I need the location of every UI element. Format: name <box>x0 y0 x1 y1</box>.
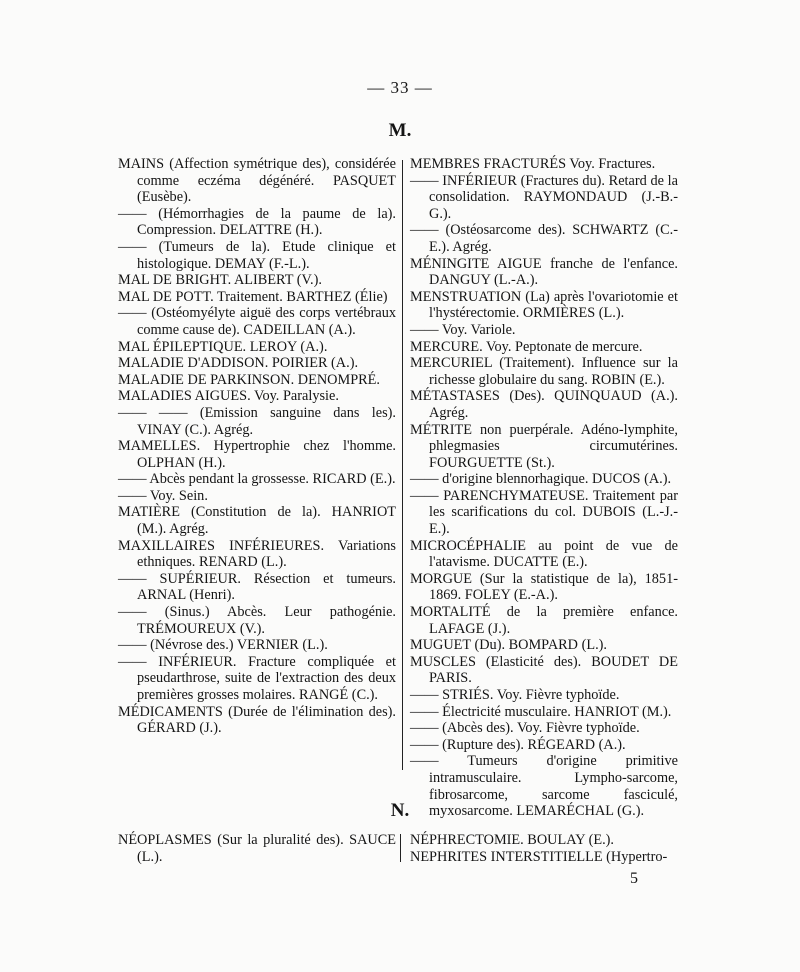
index-entry: MALADIE D'ADDISON. POIRIER (A.). <box>118 355 359 372</box>
index-entry: —— PARENCHYMATEUSE. Traitement par les scarifications du col. DUBOIS (L.-J.-E.). <box>410 487 678 538</box>
index-entry: MAL ÉPILEPTIQUE. LEROY (A.). <box>118 338 328 355</box>
index-entry: MENSTRUATION (La) après l'ovariotomie et l'hystérectomie. ORMIÈRES (L.). <box>410 288 678 322</box>
index-entry: MALADIES AIGUES. Voy. Paralysie. <box>118 388 339 405</box>
index-entry: —— SUPÉRIEUR. Résection et tumeurs. ARNAL (Henri). <box>118 570 396 604</box>
index-entry: MICROCÉPHALIE au point de vue de l'atavisme. DUCATTE (E.). <box>410 537 678 571</box>
index-entry: —— (Sinus.) Abcès. Leur pathogénie. TRÉMOUREUX (V.). <box>118 604 396 637</box>
index-entry: —— (Ostéosarcome des). SCHWARTZ (C.-E.). Agrég. <box>410 222 678 255</box>
index-entry: MÉTRITE non puerpérale. Adéno-lymphite, phlegmasies circumutérines. FOURGUETTE (St.). <box>410 421 678 471</box>
index-entry: —— —— (Emission sanguine dans les). VINAY (C.). Agrég. <box>118 404 396 438</box>
index-entry: —— Électricité musculaire. HANRIOT (M.). <box>410 703 672 720</box>
index-entry: —— INFÉRIEUR. Fracture compliquée et pseudarthrose, suite de l'extraction des deux premières grosses molaires. RANGÉ (C.). <box>118 653 396 703</box>
index-entry: MAXILLAIRES INFÉRIEURES. Variations ethniques. RENARD (L.). <box>118 537 396 571</box>
section-heading-n: N. <box>390 800 410 821</box>
m-left-column <box>118 156 396 737</box>
index-entry: —— (Hémorrhagies de la paume de la). Compression. DELATTRE (H.). <box>118 205 396 239</box>
index-entry: NÉPHRECTOMIE. BOULAY (E.). <box>410 832 614 848</box>
n-right-column <box>410 832 678 865</box>
index-entry: MÉNINGITE AIGUE franche de l'enfance. DANGUY (L.-A.). <box>410 255 678 289</box>
signature-mark: 5 <box>630 870 638 887</box>
index-entry: —— Voy. Sein. <box>118 487 208 504</box>
index-entry: —— (Rupture des). RÉGEARD (A.). <box>410 736 626 753</box>
index-entry: MAMELLES. Hypertrophie chez l'homme. OLPHAN (H.). <box>118 438 396 471</box>
index-entry: —— INFÉRIEUR (Fractures du). Retard de la consolidation. RAYMONDAUD (J.-B.-G.). <box>410 172 678 222</box>
index-entry: —— (Ostéomyélyte aiguë des corps vertébraux comme cause de). CADEILLAN (A.). <box>118 305 396 338</box>
index-entry: MAL DE POTT. Traitement. BARTHEZ (Élie) <box>118 288 388 305</box>
index-entry: MERCURIEL (Traitement). Influence sur la richesse globulaire du sang. ROBIN (E.). <box>410 355 678 388</box>
index-entry: MORGUE (Sur la statistique de la), 1851-1869. FOLEY (E.-A.). <box>410 570 678 604</box>
m-right-column <box>410 156 678 820</box>
n-left-column <box>118 832 396 865</box>
index-entry: MUGUET (Du). BOMPARD (L.). <box>410 637 607 654</box>
index-entry: MORTALITÉ de la première enfance. LAFAGE (J.). <box>410 604 678 637</box>
index-entry: —— STRIÉS. Voy. Fièvre typhoïde. <box>410 687 620 703</box>
page-number: — 33 — <box>367 78 433 97</box>
index-entry: —— d'origine blennorhagique. DUCOS (A.). <box>410 471 672 488</box>
index-entry: NEPHRITES INTERSTITIELLE (Hypertro- <box>410 848 668 865</box>
index-entry: MALADIE DE PARKINSON. DENOMPRÉ. <box>118 371 380 388</box>
index-entry: MAINS (Affection symétrique des), considérée comme eczéma dégénéré. PASQUET (Eusèbe). <box>118 156 396 206</box>
index-entry: —— Voy. Variole. <box>410 321 516 338</box>
index-entry: MAL DE BRIGHT. ALIBERT (V.). <box>118 272 322 289</box>
index-entry: MUSCLES (Elasticité des). BOUDET DE PARIS. <box>410 653 678 687</box>
index-entry: —— Tumeurs d'origine primitive intramusculaire. Lympho-sarcome, fibrosarcome, sarcome fasciculé, myxosarcome. LEMARÉCHAL (G.). <box>410 753 678 820</box>
index-entry: —— Abcès pendant la grossesse. RICARD (E.). <box>118 471 396 488</box>
index-entry: MÉDICAMENTS (Durée de l'élimination des). GÉRARD (J.). <box>118 703 396 737</box>
index-entry: —— (Abcès des). Voy. Fièvre typhoïde. <box>410 720 640 737</box>
index-entry: —— (Névrose des.) VERNIER (L.). <box>118 637 328 654</box>
index-entry: MATIÈRE (Constitution de la). HANRIOT (M.). Agrég. <box>118 504 396 538</box>
column-divider <box>402 160 403 770</box>
index-entry: MEMBRES FRACTURÉS Voy. Fractures. <box>410 156 656 172</box>
index-entry: MERCURE. Voy. Peptonate de mercure. <box>410 338 643 355</box>
column-divider <box>400 834 401 862</box>
index-entry: —— (Tumeurs de la). Etude clinique et histologique. DEMAY (F.-L.). <box>118 238 396 272</box>
index-entry: MÉTASTASES (Des). QUINQUAUD (A.). Agrég. <box>410 388 678 421</box>
index-entry: NÉOPLASMES (Sur la pluralité des). SAUCE (L.). <box>118 832 396 865</box>
section-heading-m: M. <box>388 120 412 141</box>
